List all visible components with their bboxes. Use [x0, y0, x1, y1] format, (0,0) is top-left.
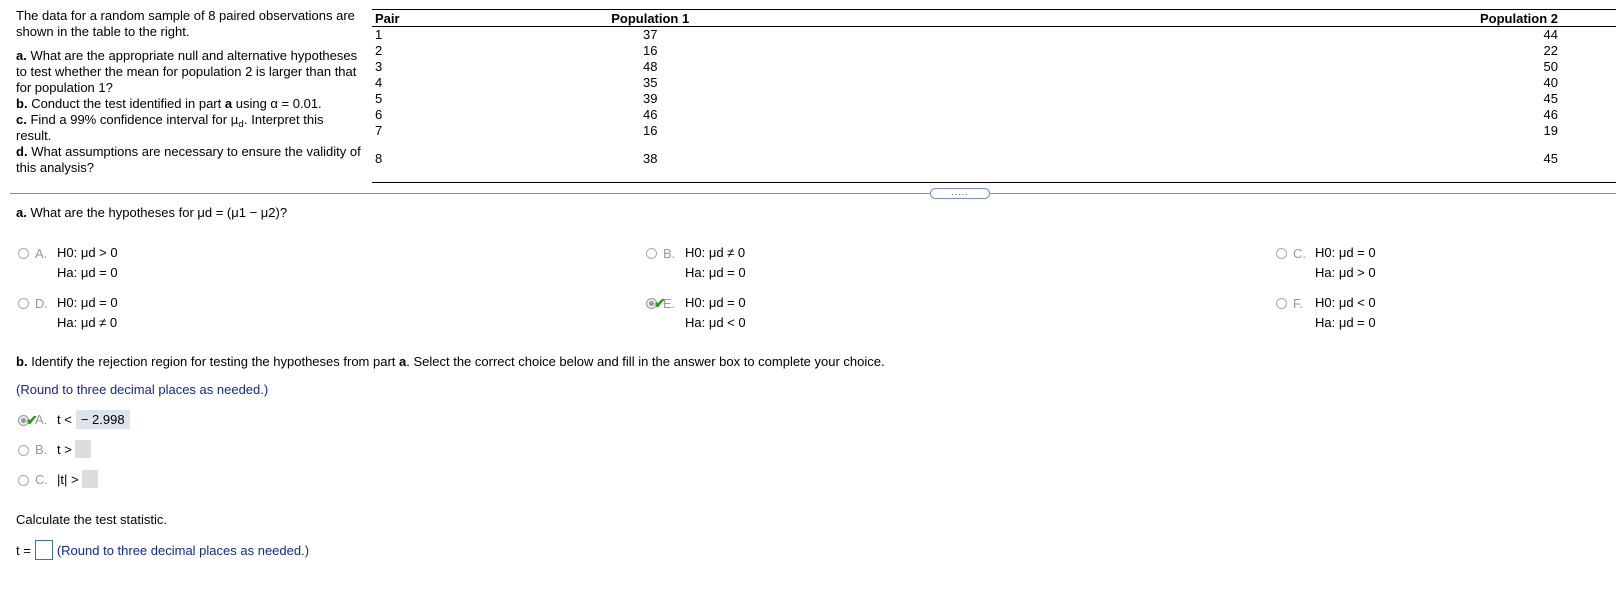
null-hypothesis: H0: μd > 0 [57, 245, 118, 260]
option-b[interactable] [646, 246, 746, 283]
cell-pair: 5 [375, 91, 383, 106]
round-note: (Round to three decimal places as needed.) [16, 382, 269, 397]
cell-pop2: 50 [1543, 59, 1558, 74]
option-letter: C. [35, 471, 48, 487]
radio-button[interactable] [18, 298, 29, 309]
radio-button[interactable] [1276, 298, 1287, 309]
table-row [372, 27, 1616, 44]
rejection-label: t > [57, 441, 72, 457]
rejection-option-a[interactable] [18, 410, 130, 429]
cell-pop2: 40 [1543, 75, 1558, 90]
table-row [372, 123, 1616, 139]
problem-statement [16, 8, 361, 176]
null-hypothesis: H0: μd < 0 [1315, 295, 1376, 310]
checkmark-icon: ✔ [654, 295, 666, 311]
question-a-prompt: a. What are the hypotheses for μd = (μ1 − μ2)? [16, 205, 288, 220]
null-hypothesis: H0: μd = 0 [57, 295, 118, 310]
cell-pair: 4 [375, 75, 383, 90]
cell-pop2: 46 [1543, 107, 1558, 122]
answer-box[interactable] [75, 440, 91, 458]
table-row [372, 91, 1616, 107]
part-b-text: b. Conduct the test identified in part a using α = 0.01. [16, 96, 322, 111]
alternative-hypothesis: Ha: μd = 0 [1315, 315, 1376, 330]
round-note: (Round to three decimal places as needed.) [56, 542, 310, 558]
alternative-hypothesis: Ha: μd = 0 [57, 265, 118, 280]
cell-pop1: 38 [642, 151, 658, 166]
option-letter: A. [35, 412, 48, 427]
cell-pair: 3 [375, 59, 383, 74]
alternative-hypothesis: Ha: μd > 0 [1315, 265, 1376, 280]
header-population-1: Population 1 [435, 10, 865, 27]
problem-intro: The data for a random sample of 8 paired observations are shown in the table to the right. [16, 8, 355, 39]
cell-pair: 7 [375, 123, 383, 138]
option-letter: A. [35, 246, 48, 261]
table-row [372, 59, 1616, 75]
cell-pair: 6 [375, 107, 383, 122]
cell-pop1: 46 [642, 107, 658, 122]
cell-pop1: 48 [642, 59, 658, 74]
question-b-prompt: b. Identify the rejection region for testing the hypotheses from part a. Select the correct choice below and fill in the answer box to complete your choice. [16, 354, 885, 369]
option-d[interactable] [18, 296, 118, 333]
checkmark-icon: ✔ [26, 412, 38, 428]
radio-button[interactable] [18, 248, 29, 259]
divider-drag-handle[interactable]: ..... [930, 188, 990, 199]
part-c-text: c. Find a 99% confidence interval for $\mu_d$. Interpret this result. [16, 112, 324, 143]
cell-pop1: 16 [642, 123, 658, 138]
alternative-hypothesis: Ha: μd ≠ 0 [57, 315, 118, 330]
option-letter: F. [1293, 296, 1304, 311]
option-letter: D. [35, 296, 48, 311]
table-row [372, 75, 1616, 91]
cell-pop1: 37 [642, 27, 658, 42]
table-row [372, 139, 1616, 179]
rejection-label: |t| > [57, 471, 79, 487]
radio-button[interactable] [18, 475, 29, 486]
cell-pair: 8 [375, 151, 383, 166]
part-a-text: a. What are the appropriate null and alternative hypotheses to test whether the mean for population 2 is larger than that for population 1? [16, 48, 358, 95]
radio-button[interactable] [1276, 248, 1287, 259]
t-label: t = [16, 542, 31, 558]
cell-pop2: 22 [1543, 43, 1558, 58]
header-population-2: Population 2 [865, 10, 1616, 27]
cell-pop2: 45 [1543, 91, 1558, 106]
answer-box[interactable] [82, 470, 98, 488]
radio-button[interactable] [18, 445, 29, 456]
section-divider [10, 193, 1616, 194]
test-statistic-prompt: Calculate the test statistic. [16, 512, 168, 527]
cell-pop1: 39 [642, 91, 658, 106]
option-a[interactable] [18, 246, 118, 283]
radio-button-selected[interactable] [646, 295, 666, 311]
radio-button[interactable] [646, 248, 657, 259]
option-letter: B. [35, 441, 48, 457]
answer-box[interactable]: − 2.998 [76, 410, 130, 429]
cell-pair: 2 [375, 43, 383, 58]
rejection-option-b[interactable] [18, 440, 91, 458]
option-letter: E. [663, 296, 676, 311]
table-row [372, 107, 1616, 123]
header-pair: Pair [372, 10, 435, 27]
cell-pop2: 19 [1543, 123, 1558, 138]
rejection-option-c[interactable] [18, 470, 98, 488]
cell-pop2: 44 [1543, 27, 1558, 42]
test-statistic-input[interactable] [35, 540, 53, 560]
option-letter: B. [663, 246, 676, 261]
option-f[interactable] [1276, 296, 1376, 333]
option-e[interactable] [646, 296, 746, 333]
rejection-label: t < [57, 412, 72, 427]
table-row [372, 43, 1616, 59]
alternative-hypothesis: Ha: μd = 0 [685, 265, 746, 280]
cell-pair: 1 [375, 27, 383, 42]
data-table [372, 9, 1616, 183]
null-hypothesis: H0: μd ≠ 0 [685, 245, 746, 260]
cell-pop2: 45 [1543, 151, 1558, 166]
null-hypothesis: H0: μd = 0 [685, 295, 746, 310]
option-c[interactable] [1276, 246, 1376, 283]
part-d-text: d. What assumptions are necessary to ensure the validity of this analysis? [16, 144, 361, 175]
null-hypothesis: H0: μd = 0 [1315, 245, 1376, 260]
cell-pop1: 35 [642, 75, 658, 90]
radio-button-selected[interactable] [18, 412, 38, 428]
test-statistic-line [16, 540, 309, 560]
cell-pop1: 16 [642, 43, 658, 58]
alternative-hypothesis: Ha: μd < 0 [685, 315, 746, 330]
option-letter: C. [1293, 246, 1306, 261]
